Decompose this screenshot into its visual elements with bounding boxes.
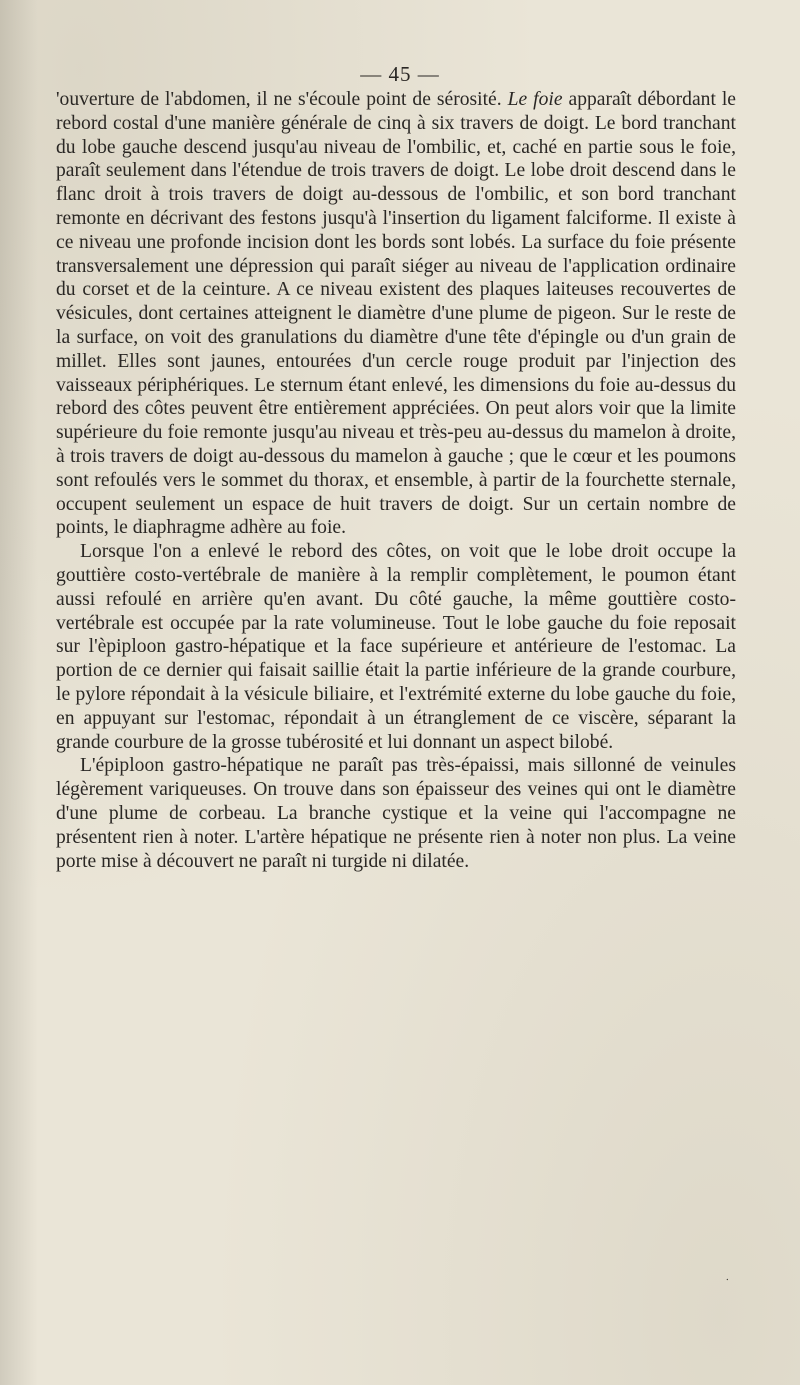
page-number: — 45 — [360, 62, 440, 86]
paragraph-1-rest: apparaît débordant le rebord costal d'une manière générale de cinq à six travers de doigt. Le bord tranchant du lobe gauche descend jusqu'au niveau de l'ombilic, et, caché en partie sous le foie, paraît seulement dans l'étendue de trois travers de doigt. Le lobe droit descend dans le flanc droit à trois travers de doigt au-dessous de l'ombilic, et son bord tranchant remonte en décrivant des festons jusqu'à l'insertion du ligament falciforme. Il existe à ce niveau une profonde incision dont les bords sont lobés. La surface du foie présente transversalement une dépression qui paraît siéger au niveau de l'application ordinaire du corset et de la ceinture. A ce niveau existent des plaques laiteuses recouvertes de vésicules, dont certaines atteignent le diamètre d'une plume de pigeon. Sur le reste de la surface, on voit des granulations du diamètre d'une tête d'épingle ou d'un grain de millet. Elles sont jaunes, entourées d'un cercle rouge produit par l'injection des vaisseaux périphériques. Le sternum étant enlevé, les dimensions du foie au-dessus du rebord des côtes peuvent être entièrement appréciées. On peut alors voir que la limite supérieure du foie remonte jusqu'au niveau et très-peu au-dessus du mamelon à droite, à trois travers de doigt au-dessous du mamelon à gauche ; que le cœur et les poumons sont refoulés vers le sommet du thorax, et ensemble, à partir de la fourchette sternale, occupent seulement un espace de huit travers de doigt. Sur un certain nombre de points, le diaphragme adhère au foie. [56, 89, 737, 539]
binding-shadow [0, 0, 38, 1385]
ink-speck: ⸱ [726, 1275, 729, 1286]
paragraph-3: L'épiploon gastro-hépatique ne paraît pas très-épaissi, mais sillonné de veinules légèrement variqueuses. On trouve dans son épaisseur des veines qui ont le diamètre d'une plume de corbeau. La branche cystique et la veine qui l'accompagne ne présentent rien à noter. L'artère hépatique ne présente rien à noter non plus. La veine porte mise à découvert ne paraît ni turgide ni dilatée. [56, 755, 736, 872]
body-text [56, 88, 736, 873]
paragraph-1 [56, 88, 736, 540]
section-title-le-foie: Le foie [507, 89, 563, 110]
paragraph-2: Lorsque l'on a enlevé le rebord des côtes, on voit que le lobe droit occupe la gouttière costo-vertébrale de manière à la remplir complètement, le poumon étant aussi refoulé en arrière qu'en avant. Du côté gauche, la même gouttière costo-vertébrale est occupée par la rate volumineuse. Tout le lobe gauche du foie reposait sur l'èpiploon gastro-hépatique et la face supérieure et antérieure de l'estomac. La portion de ce dernier qui faisait saillie était la partie inférieure de la grande courbure, le pylore répondait à la vésicule biliaire, et l'extrémité externe du lobe gauche du foie, en appuyant sur l'estomac, répondait à un étranglement de ce viscère, séparant la grande courbure de la grosse tubérosité et lui donnant un aspect bilobé. [56, 541, 736, 753]
paragraph-1-start: 'ouverture de l'abdomen, il ne s'écoule point de sérosité. [56, 89, 508, 110]
